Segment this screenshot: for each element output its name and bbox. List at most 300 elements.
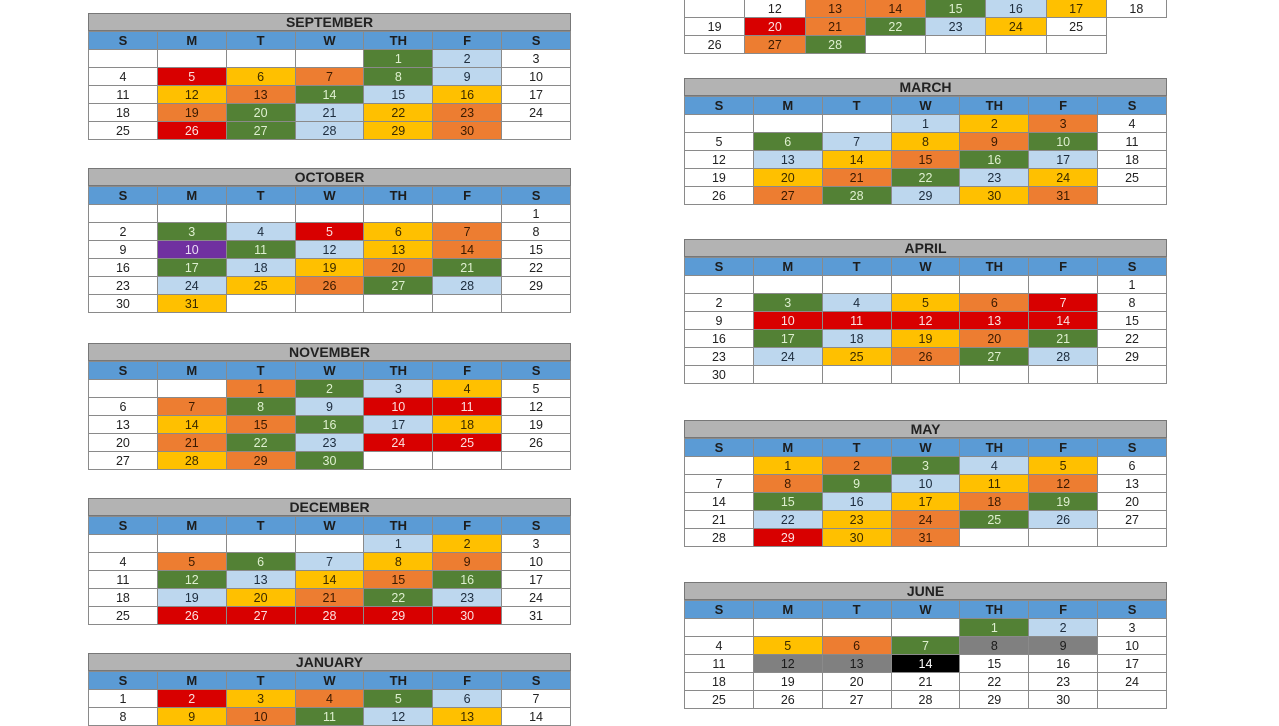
day-cell: 30 — [822, 529, 891, 547]
day-cell: 24 — [986, 18, 1046, 36]
day-cell: 18 — [1098, 151, 1167, 169]
weekday-label: T — [226, 517, 295, 535]
weekday-label: S — [1098, 439, 1167, 457]
weekday-label: S — [89, 672, 158, 690]
week-row — [89, 241, 571, 259]
day-cell: 23 — [89, 277, 158, 295]
month-title: JUNE — [684, 582, 1167, 600]
weekday-label: M — [753, 601, 822, 619]
day-cell: 13 — [89, 416, 158, 434]
week-row — [89, 416, 571, 434]
day-cell: 21 — [822, 169, 891, 187]
weekday-label: F — [433, 32, 502, 50]
week-row — [685, 276, 1167, 294]
day-cell: 15 — [960, 655, 1029, 673]
day-cell: 29 — [364, 122, 433, 140]
day-cell: 27 — [89, 452, 158, 470]
day-cell: 17 — [1046, 0, 1106, 18]
day-cell: 23 — [433, 589, 502, 607]
day-cell: 26 — [1029, 511, 1098, 529]
day-cell: 14 — [433, 241, 502, 259]
month-title: APRIL — [684, 239, 1167, 257]
day-cell: 8 — [891, 133, 960, 151]
day-cell: 31 — [891, 529, 960, 547]
day-cell: 3 — [157, 223, 226, 241]
empty-cell — [89, 205, 158, 223]
calendar-grid — [684, 0, 1167, 54]
week-row — [685, 457, 1167, 475]
weekday-label: F — [1029, 439, 1098, 457]
day-cell: 18 — [1106, 0, 1166, 18]
day-cell: 4 — [685, 637, 754, 655]
day-cell: 7 — [822, 133, 891, 151]
empty-cell — [822, 619, 891, 637]
week-row — [89, 398, 571, 416]
day-cell: 30 — [685, 366, 754, 384]
week-row — [685, 655, 1167, 673]
calendar-grid — [88, 671, 571, 726]
day-cell: 25 — [1046, 18, 1106, 36]
empty-cell — [1098, 529, 1167, 547]
day-cell: 10 — [364, 398, 433, 416]
day-cell: 24 — [502, 104, 571, 122]
empty-cell — [1046, 36, 1106, 54]
day-cell: 23 — [926, 18, 986, 36]
weekday-label: W — [891, 258, 960, 276]
day-cell: 13 — [226, 86, 295, 104]
weekday-label: S — [685, 258, 754, 276]
day-cell: 21 — [157, 434, 226, 452]
day-cell: 17 — [502, 86, 571, 104]
day-cell: 18 — [960, 493, 1029, 511]
day-cell: 8 — [89, 708, 158, 726]
week-row — [89, 708, 571, 726]
weekday-label: TH — [364, 517, 433, 535]
weekday-label: S — [502, 517, 571, 535]
day-cell: 28 — [433, 277, 502, 295]
day-cell: 24 — [502, 589, 571, 607]
day-cell: 23 — [433, 104, 502, 122]
day-cell: 29 — [502, 277, 571, 295]
weekday-label: T — [226, 672, 295, 690]
month-feb — [684, 0, 1167, 54]
day-cell: 12 — [891, 312, 960, 330]
calendar-grid — [684, 438, 1167, 547]
weekday-header-row — [89, 32, 571, 50]
day-cell: 25 — [685, 691, 754, 709]
day-cell: 23 — [960, 169, 1029, 187]
day-cell: 26 — [157, 122, 226, 140]
day-cell: 10 — [891, 475, 960, 493]
day-cell: 8 — [502, 223, 571, 241]
day-cell: 25 — [1098, 169, 1167, 187]
day-cell: 27 — [753, 187, 822, 205]
day-cell: 17 — [157, 259, 226, 277]
weekday-label: TH — [364, 362, 433, 380]
week-row — [685, 529, 1167, 547]
day-cell: 21 — [295, 589, 364, 607]
day-cell: 14 — [685, 493, 754, 511]
weekday-label: F — [433, 672, 502, 690]
day-cell: 9 — [1029, 637, 1098, 655]
day-cell: 25 — [89, 122, 158, 140]
weekday-label: TH — [364, 187, 433, 205]
day-cell: 13 — [960, 312, 1029, 330]
week-row — [685, 0, 1167, 18]
day-cell: 27 — [226, 122, 295, 140]
weekday-header-row — [685, 97, 1167, 115]
day-cell: 21 — [295, 104, 364, 122]
day-cell: 29 — [891, 187, 960, 205]
day-cell: 27 — [822, 691, 891, 709]
week-row — [685, 115, 1167, 133]
month-oct — [88, 168, 571, 313]
day-cell: 18 — [433, 416, 502, 434]
week-row — [685, 169, 1167, 187]
day-cell: 17 — [1098, 655, 1167, 673]
empty-cell — [753, 115, 822, 133]
weekday-label: M — [157, 187, 226, 205]
day-cell: 29 — [226, 452, 295, 470]
day-cell: 20 — [89, 434, 158, 452]
empty-cell — [1098, 187, 1167, 205]
day-cell: 11 — [1098, 133, 1167, 151]
month-title: OCTOBER — [88, 168, 571, 186]
day-cell: 24 — [1029, 169, 1098, 187]
day-cell: 7 — [1029, 294, 1098, 312]
day-cell: 30 — [295, 452, 364, 470]
weekday-label: F — [1029, 601, 1098, 619]
day-cell: 3 — [753, 294, 822, 312]
week-row — [685, 187, 1167, 205]
day-cell: 16 — [1029, 655, 1098, 673]
week-row — [89, 223, 571, 241]
day-cell: 11 — [960, 475, 1029, 493]
week-row — [685, 18, 1167, 36]
empty-cell — [157, 205, 226, 223]
day-cell: 30 — [433, 122, 502, 140]
weekday-label: S — [685, 439, 754, 457]
weekday-label: S — [502, 187, 571, 205]
day-cell: 6 — [753, 133, 822, 151]
week-row — [685, 151, 1167, 169]
day-cell: 7 — [685, 475, 754, 493]
empty-cell — [226, 295, 295, 313]
day-cell: 12 — [157, 571, 226, 589]
day-cell: 22 — [1098, 330, 1167, 348]
empty-cell — [960, 276, 1029, 294]
day-cell: 29 — [960, 691, 1029, 709]
day-cell: 27 — [745, 36, 805, 54]
day-cell: 25 — [226, 277, 295, 295]
week-row — [89, 535, 571, 553]
weekday-label: T — [822, 601, 891, 619]
day-cell: 18 — [822, 330, 891, 348]
empty-cell — [822, 115, 891, 133]
weekday-label: S — [502, 362, 571, 380]
weekday-label: S — [89, 362, 158, 380]
month-mar — [684, 78, 1167, 205]
day-cell: 7 — [295, 68, 364, 86]
day-cell: 21 — [433, 259, 502, 277]
day-cell: 8 — [960, 637, 1029, 655]
empty-cell — [891, 619, 960, 637]
empty-cell — [753, 276, 822, 294]
weekday-header-row — [89, 517, 571, 535]
day-cell: 7 — [157, 398, 226, 416]
day-cell: 4 — [89, 68, 158, 86]
week-row — [685, 475, 1167, 493]
day-cell: 22 — [865, 18, 925, 36]
day-cell: 14 — [865, 0, 925, 18]
week-row — [89, 607, 571, 625]
day-cell: 20 — [1098, 493, 1167, 511]
day-cell: 4 — [1098, 115, 1167, 133]
day-cell: 15 — [753, 493, 822, 511]
day-cell: 19 — [157, 104, 226, 122]
empty-cell — [295, 295, 364, 313]
month-dec — [88, 498, 571, 625]
week-row — [685, 619, 1167, 637]
calendar-grid — [88, 516, 571, 625]
empty-cell — [753, 619, 822, 637]
day-cell: 8 — [364, 68, 433, 86]
day-cell: 24 — [891, 511, 960, 529]
day-cell: 12 — [157, 86, 226, 104]
day-cell: 3 — [502, 535, 571, 553]
day-cell: 7 — [891, 637, 960, 655]
day-cell: 22 — [502, 259, 571, 277]
day-cell: 19 — [891, 330, 960, 348]
day-cell: 12 — [685, 151, 754, 169]
day-cell: 20 — [960, 330, 1029, 348]
day-cell: 20 — [364, 259, 433, 277]
weekday-label: TH — [364, 32, 433, 50]
day-cell: 3 — [226, 690, 295, 708]
weekday-label: S — [502, 32, 571, 50]
day-cell: 27 — [960, 348, 1029, 366]
day-cell: 9 — [960, 133, 1029, 151]
calendar-grid — [684, 600, 1167, 709]
day-cell: 29 — [364, 607, 433, 625]
day-cell: 17 — [1029, 151, 1098, 169]
day-cell: 16 — [960, 151, 1029, 169]
day-cell: 28 — [805, 36, 865, 54]
empty-cell — [1098, 366, 1167, 384]
month-title: MAY — [684, 420, 1167, 438]
week-row — [89, 68, 571, 86]
day-cell: 24 — [157, 277, 226, 295]
day-cell: 18 — [226, 259, 295, 277]
day-cell: 15 — [226, 416, 295, 434]
day-cell: 22 — [753, 511, 822, 529]
day-cell: 28 — [157, 452, 226, 470]
empty-cell — [1029, 366, 1098, 384]
week-row — [685, 511, 1167, 529]
empty-cell — [226, 205, 295, 223]
weekday-header-row — [685, 258, 1167, 276]
day-cell: 6 — [89, 398, 158, 416]
empty-cell — [295, 205, 364, 223]
day-cell: 3 — [1029, 115, 1098, 133]
day-cell: 11 — [89, 571, 158, 589]
day-cell: 20 — [822, 673, 891, 691]
day-cell: 11 — [433, 398, 502, 416]
weekday-label: TH — [960, 97, 1029, 115]
month-title: DECEMBER — [88, 498, 571, 516]
day-cell: 19 — [685, 18, 745, 36]
day-cell: 22 — [891, 169, 960, 187]
day-cell: 2 — [1029, 619, 1098, 637]
day-cell: 19 — [295, 259, 364, 277]
day-cell: 10 — [753, 312, 822, 330]
day-cell: 10 — [502, 553, 571, 571]
empty-cell — [685, 619, 754, 637]
week-row — [89, 295, 571, 313]
day-cell: 4 — [89, 553, 158, 571]
week-row — [89, 259, 571, 277]
day-cell: 12 — [295, 241, 364, 259]
weekday-label: TH — [364, 672, 433, 690]
day-cell: 14 — [891, 655, 960, 673]
empty-cell — [89, 535, 158, 553]
empty-cell — [433, 205, 502, 223]
day-cell: 3 — [502, 50, 571, 68]
day-cell: 13 — [822, 655, 891, 673]
day-cell: 31 — [1029, 187, 1098, 205]
weekday-label: M — [157, 32, 226, 50]
day-cell: 8 — [753, 475, 822, 493]
day-cell: 5 — [502, 380, 571, 398]
week-row — [685, 673, 1167, 691]
week-row — [685, 691, 1167, 709]
day-cell: 11 — [226, 241, 295, 259]
day-cell: 2 — [960, 115, 1029, 133]
weekday-label: F — [1029, 97, 1098, 115]
week-row — [89, 589, 571, 607]
day-cell: 27 — [364, 277, 433, 295]
day-cell: 8 — [1098, 294, 1167, 312]
day-cell: 1 — [753, 457, 822, 475]
day-cell: 31 — [157, 295, 226, 313]
weekday-label: S — [502, 672, 571, 690]
week-row — [685, 330, 1167, 348]
day-cell: 9 — [433, 553, 502, 571]
empty-cell — [364, 295, 433, 313]
day-cell: 8 — [226, 398, 295, 416]
empty-cell — [295, 50, 364, 68]
week-row — [89, 122, 571, 140]
weekday-label: S — [1098, 601, 1167, 619]
day-cell: 9 — [295, 398, 364, 416]
day-cell: 7 — [295, 553, 364, 571]
day-cell: 10 — [502, 68, 571, 86]
day-cell: 6 — [960, 294, 1029, 312]
day-cell: 9 — [157, 708, 226, 726]
day-cell: 16 — [822, 493, 891, 511]
empty-cell — [891, 276, 960, 294]
day-cell: 26 — [685, 36, 745, 54]
weekday-label: S — [1098, 258, 1167, 276]
month-jan — [88, 653, 571, 726]
day-cell: 18 — [89, 104, 158, 122]
day-cell: 1 — [1098, 276, 1167, 294]
day-cell: 1 — [364, 535, 433, 553]
day-cell: 6 — [226, 68, 295, 86]
weekday-label: F — [433, 187, 502, 205]
weekday-label: S — [685, 601, 754, 619]
week-row — [685, 637, 1167, 655]
day-cell: 5 — [157, 68, 226, 86]
week-row — [89, 86, 571, 104]
day-cell: 15 — [364, 571, 433, 589]
weekday-label: S — [685, 97, 754, 115]
day-cell: 9 — [89, 241, 158, 259]
weekday-label: T — [226, 32, 295, 50]
weekday-label: M — [753, 258, 822, 276]
day-cell: 25 — [433, 434, 502, 452]
empty-cell — [685, 0, 745, 18]
empty-cell — [1098, 691, 1167, 709]
empty-cell — [157, 380, 226, 398]
day-cell: 22 — [960, 673, 1029, 691]
empty-cell — [502, 122, 571, 140]
day-cell: 26 — [157, 607, 226, 625]
week-row — [89, 690, 571, 708]
weekday-label: T — [822, 258, 891, 276]
day-cell: 30 — [1029, 691, 1098, 709]
weekday-label: T — [822, 97, 891, 115]
day-cell: 10 — [1098, 637, 1167, 655]
week-row — [685, 366, 1167, 384]
day-cell: 30 — [960, 187, 1029, 205]
week-row — [89, 434, 571, 452]
day-cell: 2 — [433, 535, 502, 553]
empty-cell — [433, 452, 502, 470]
empty-cell — [295, 535, 364, 553]
day-cell: 13 — [753, 151, 822, 169]
day-cell: 27 — [1098, 511, 1167, 529]
day-cell: 28 — [685, 529, 754, 547]
day-cell: 5 — [1029, 457, 1098, 475]
day-cell: 5 — [364, 690, 433, 708]
day-cell: 14 — [822, 151, 891, 169]
day-cell: 26 — [502, 434, 571, 452]
weekday-label: F — [433, 362, 502, 380]
weekday-label: S — [89, 32, 158, 50]
day-cell: 9 — [685, 312, 754, 330]
day-cell: 2 — [89, 223, 158, 241]
day-cell: 24 — [1098, 673, 1167, 691]
day-cell: 16 — [433, 86, 502, 104]
month-apr — [684, 239, 1167, 384]
day-cell: 4 — [822, 294, 891, 312]
weekday-label: W — [891, 97, 960, 115]
day-cell: 19 — [1029, 493, 1098, 511]
month-title: JANUARY — [88, 653, 571, 671]
day-cell: 8 — [364, 553, 433, 571]
day-cell: 26 — [295, 277, 364, 295]
day-cell: 30 — [433, 607, 502, 625]
day-cell: 16 — [89, 259, 158, 277]
empty-cell — [157, 535, 226, 553]
weekday-header-row — [89, 187, 571, 205]
empty-cell — [891, 366, 960, 384]
day-cell: 3 — [891, 457, 960, 475]
day-cell: 25 — [89, 607, 158, 625]
day-cell: 22 — [364, 104, 433, 122]
week-row — [89, 50, 571, 68]
